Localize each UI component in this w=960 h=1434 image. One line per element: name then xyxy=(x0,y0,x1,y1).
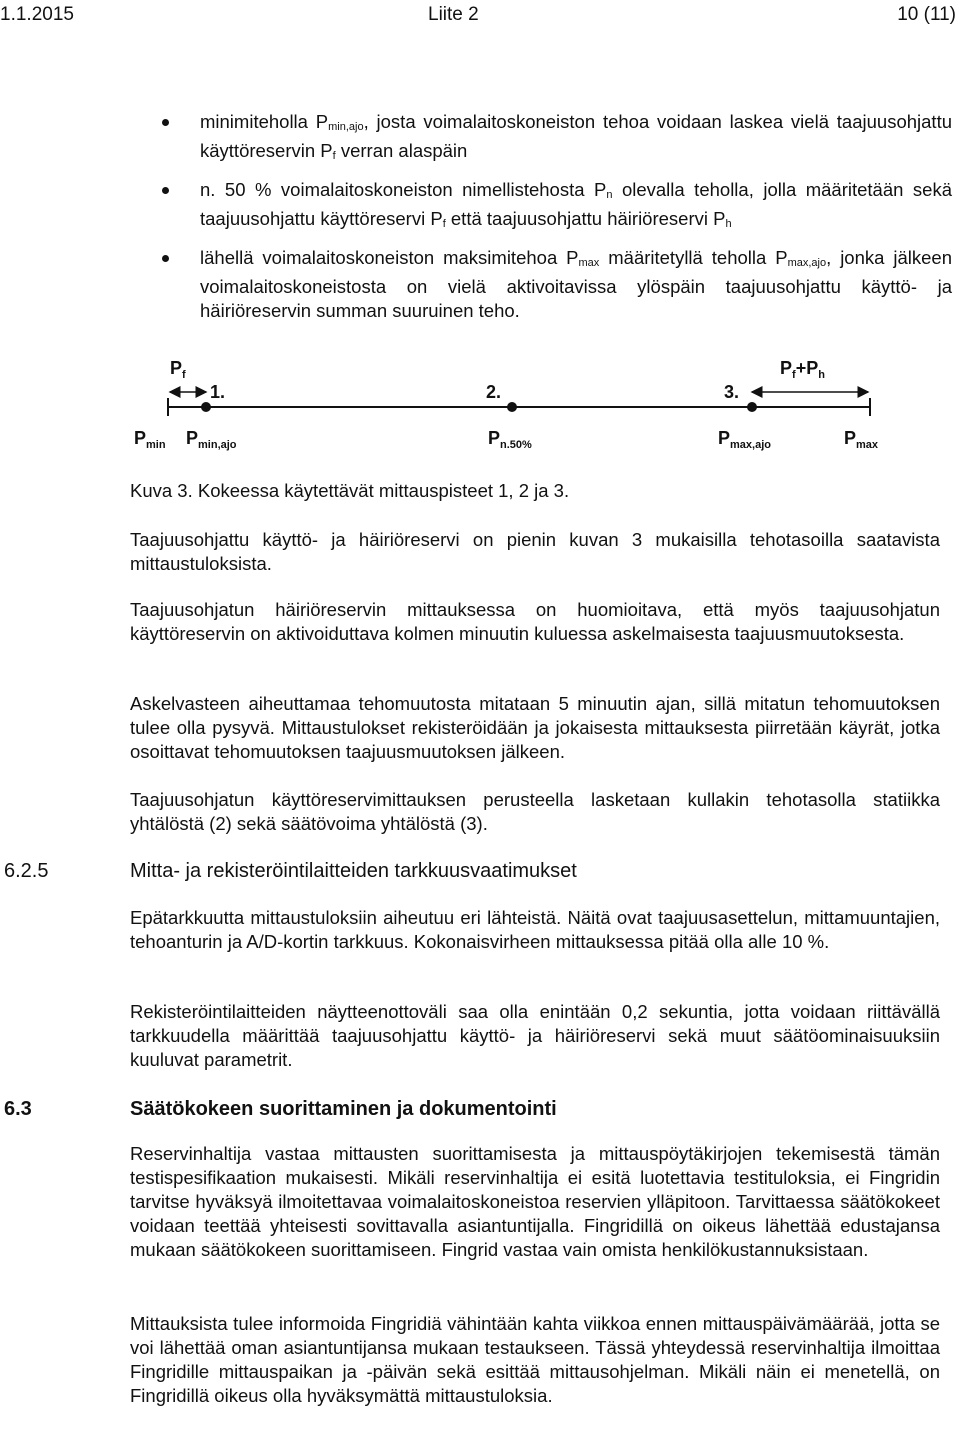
point-2-marker xyxy=(507,402,517,412)
point-2-label: 2. xyxy=(486,382,502,402)
paragraph: Taajuusohjatun käyttöreservimittauksen perusteella lasketaan kullakin tehotasolla statiikka yhtälöstä (2) sekä säätövoima yhtälöstä (3). xyxy=(130,789,940,834)
point-1-label: 1. xyxy=(210,382,226,402)
figure-caption: Kuva 3. Kokeessa käytettävät mittauspisteet 1, 2 ja 3. xyxy=(130,480,570,501)
point-1-marker xyxy=(201,402,211,412)
measurement-points-figure xyxy=(118,352,918,472)
header-appendix: Liite 2 xyxy=(428,4,479,25)
list-item: n. 50 % voimalaitoskoneiston nimellistehosta $P_n$ olevalla teholla, jolla määritetään sekä taajuusohjattu käyttöreservi $P_f$ että taajuusohjattu häiriöreservi $P_h$ xyxy=(162,178,952,236)
header-page-number: 10 (11) xyxy=(897,4,956,25)
point-3-label: 3. xyxy=(724,382,740,402)
point-3-marker xyxy=(747,402,757,412)
paragraph: Epätarkkuutta mittaustuloksiin aiheutuu eri lähteistä. Näitä ovat taajuusasettelun, mittamuuntajien, tehoanturin ja A/D-kortin tarkkuus. Kokonaisvirheen mittauksessa pitää olla alle 10 %. xyxy=(130,907,940,952)
pmin-label: $P_{min}$ xyxy=(134,428,166,451)
section-number: 6.2.5 xyxy=(4,860,49,882)
paragraph: Reservinhaltija vastaa mittausten suorittamisesta ja mittauspöytäkirjojen tekemisestä tämän testispesifikaation mukaisesti. Mikäli reservinhaltija ei esitä luotettavia testituloksia, ei Fingridin tarvitse hyväksyä ilmoitettavaa voimalaitoskoneistoa reservien ylläpitoon. Tarvittaessa säätökokeet voidaan teettää yhteisesti sovittavalla asiantuntijalla. Fingridillä on oikeus lähettää edustajansa mukaan säätökokeen suorittamiseen. Fingrid vastaa vain omista henkilökustannuksistaan. xyxy=(130,1143,940,1260)
pminajo-label: $P_{min,ajo}$ xyxy=(186,428,237,451)
list-item: minimiteholla $P_{min,ajo}$, josta voimalaitoskoneiston tehoa voidaan laskea vielä taajuusohjattu käyttöreservin $P_f$ verran alaspäin xyxy=(162,110,952,168)
list-item: lähellä voimalaitoskoneiston maksimitehoa $P_{max}$ määritetyllä teholla $P_{max,ajo}$, jonka jälkeen voimalaitoskoneistosta on vielä aktivoitavissa ylöspäin taajuusohjattu käyttö- ja häiriöreservin summan suuruinen teho. xyxy=(162,246,952,323)
pmaxajo-label: $P_{max,ajo}$ xyxy=(718,428,771,451)
paragraph: Taajuusohjatun häiriöreservin mittauksessa on huomioitava, että myös taajuusohjatun käyttöreservin on aktivoiduttava kolmen minuutin kuluessa askelmaisesta taajuusmuutoksesta. xyxy=(130,599,940,644)
pf-ph-label: $P_f+P_h$ xyxy=(780,358,825,381)
section-title: Mitta- ja rekisteröintilaitteiden tarkkuusvaatimukset xyxy=(130,860,577,882)
paragraph: Rekisteröintilaitteiden näytteenottoväli saa olla enintään 0,2 sekuntia, jotta voidaan riittävällä tarkkuudella määrittää taajuusohjattu käyttö- ja häiriöreservi sekä muut säätöominaisuuksiin kuuluvat parametrit. xyxy=(130,1001,940,1070)
paragraph: Taajuusohjattu käyttö- ja häiriöreservi on pienin kuvan 3 mukaisilla tehotasoilla saatavista mittaustuloksista. xyxy=(130,529,940,574)
section-title: Säätökokeen suorittaminen ja dokumentointi xyxy=(130,1098,557,1120)
pn50-label: $P_{n.50\%}$ xyxy=(488,428,532,451)
page-header xyxy=(0,4,960,30)
header-date: 1.1.2015 xyxy=(0,4,74,25)
paragraph: Askelvasteen aiheuttamaa tehomuutosta mitataan 5 minuutin ajan, sillä mitatun tehomuutoksen tulee olla pysyvä. Mittaustulokset rekisteröidään ja jokaisesta mittauksesta piirretään käyrät, jotka osoittavat tehomuutoksen taajuusmuutoksen jälkeen. xyxy=(130,693,940,762)
section-number: 6.3 xyxy=(4,1098,32,1120)
bullet-list xyxy=(162,110,952,341)
pf-label: $P_f$ xyxy=(170,358,186,381)
paragraph: Mittauksista tulee informoida Fingridiä vähintään kahta viikkoa ennen mittauspäivämäärää, jotta se voi lähettää oman asiantuntijansa mukaan testaukseen. Tässä yhteydessä reservinhaltija ilmoittaa Fingridille mittauspaikan ja -päivän sekä esittää mittausohjelman. Mikäli näin ei menetellä, on Fingridillä oikeus olla hyväksymättä mittaustuloksia. xyxy=(130,1313,940,1406)
pmax-label: $P_{max}$ xyxy=(844,428,879,451)
